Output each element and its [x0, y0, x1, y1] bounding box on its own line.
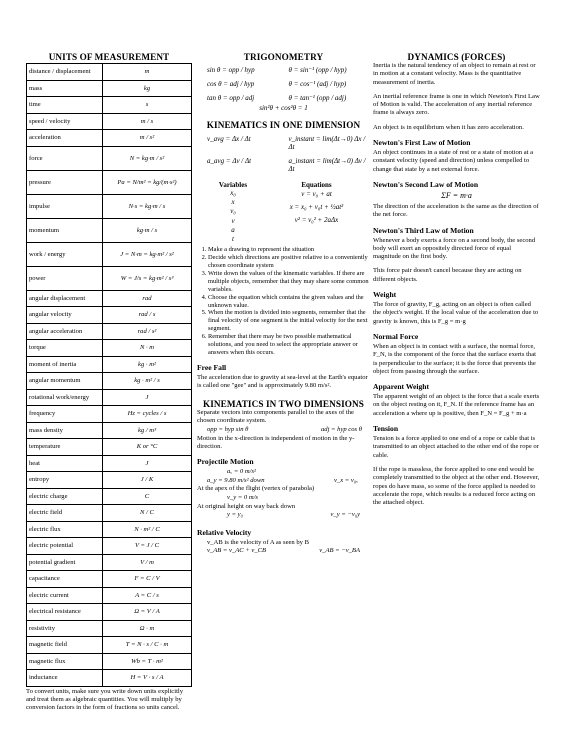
units-row — [27, 554, 192, 571]
law2-title: Newton's Second Law of Motion — [373, 179, 479, 189]
units-note: To convert units, make sure you write down units explicitly and treat them as algebraic quantities. You will multiply by conversion factors in the form of fractions so units cancel. — [26, 687, 184, 711]
quantity-cell: distance / displacement — [27, 64, 103, 81]
units-row — [27, 373, 192, 390]
units-row — [27, 307, 192, 324]
inertia-text: Inertia is the natural tendency of an object to remain at rest or in motion at a constant velocity. Mass is the quantitative measurement of inertia. — [373, 62, 536, 86]
rel-eq: v_AB = −v_BA — [319, 547, 360, 555]
quantity-cell: mass — [27, 80, 103, 97]
freefall-text: The acceleration due to gravity at sea-level at the Earth's equator is called one "gee" and is approximately 9.80 m/s². — [197, 373, 368, 390]
tension-title: Tension — [373, 424, 399, 434]
unit-cell: N·s = kg·m / s — [103, 194, 192, 218]
quantity-cell: potential gradient — [27, 554, 103, 571]
unit-cell: N / C — [103, 505, 192, 522]
kin-variable: x — [231, 198, 235, 207]
kin-variable: x₀ — [230, 189, 236, 197]
quantity-cell: heat — [27, 455, 103, 472]
normal-text: When an object is in contact with a surface, the normal force, F_N, is the component of the force that the surface exerts that is perpendicular to the surface; it is the force that prevents the object from passing through the surface. — [373, 342, 536, 375]
vars-heading: Variables — [218, 181, 248, 189]
trig-eq: θ = tan⁻¹ (opp / adj) — [288, 94, 347, 102]
unit-cell: kg · m² / s — [103, 373, 192, 390]
dynamics-title: DYNAMICS (FORCES) — [407, 52, 506, 62]
quantity-cell: torque — [27, 340, 103, 357]
normal-title: Normal Force — [373, 331, 419, 341]
trig-eq: cos θ = adj / hyp — [207, 80, 255, 88]
trig-eq: θ = sin⁻¹ (opp / hyp) — [288, 66, 347, 74]
quantity-cell: momentum — [27, 218, 103, 242]
orig-eq: y = y₀ — [227, 511, 243, 519]
unit-cell: kg · m² — [103, 356, 192, 373]
unit-cell: kg — [103, 80, 192, 97]
freefall-title: Free Fall — [197, 362, 227, 372]
apex-eq: v_y = 0 m/s — [227, 494, 259, 502]
law3-text: Whenever a body exerts a force on a second body, the second body will exert an oppositely directed force of equal magnitude on the first body. — [373, 236, 536, 261]
units-row — [27, 472, 192, 489]
units-row — [27, 242, 192, 266]
kin2-text1: Separate vectors into components parallel to the axes of the chosen coordinate system. — [197, 408, 354, 424]
units-row — [27, 266, 192, 290]
step-item: 4. Choose the equation which contains the given values and the unknown value. — [208, 294, 370, 310]
quantity-cell: inductance — [27, 670, 103, 687]
kin-variable: t — [232, 235, 234, 244]
law3-note: This force pair doesn't cancel because they are acting on different objects. — [373, 267, 522, 283]
components-row — [197, 426, 370, 435]
unit-cell: A = C / s — [103, 587, 192, 604]
rel-eq: v_AB = v_AC + v_CB — [207, 547, 267, 555]
equilibrium-text: An object is in equilibrium when it has zero acceleration. — [373, 123, 524, 131]
units-row — [27, 130, 192, 147]
orig-row — [197, 511, 370, 520]
quantity-cell: electric potential — [27, 538, 103, 555]
quantity-cell: frequency — [27, 406, 103, 423]
units-row — [27, 290, 192, 307]
units-row — [27, 637, 192, 654]
unit-cell: m / s — [103, 113, 192, 130]
units-column — [26, 52, 192, 712]
units-row — [27, 604, 192, 621]
step-item: 2. Decide which directions are positive relative to a conveniently chosen coordinate system — [208, 254, 370, 270]
units-row — [27, 146, 192, 170]
unit-cell: Wb = T · m² — [103, 653, 192, 670]
units-row — [27, 80, 192, 97]
rel-text: v_AB is the velocity of A as seen by B — [207, 538, 310, 546]
units-row — [27, 505, 192, 522]
projectile-title: Projectile Motion — [197, 457, 254, 467]
unit-cell: N · m² / C — [103, 521, 192, 538]
units-table — [26, 63, 192, 687]
unit-cell: rad — [103, 290, 192, 307]
proj-row — [197, 477, 370, 486]
unit-cell: T = N · s / C · m — [103, 637, 192, 654]
trig-equations — [207, 66, 370, 102]
component-eq: adj = hyp cos θ — [320, 426, 362, 434]
unit-cell: Hz = cycles / s — [103, 406, 192, 423]
law2-equation: ΣF = m·a — [441, 190, 472, 200]
tension-text-2: If the rope is massless, the force applied to one end would be completely transmitted to the object at the other end. However, ropes do have mass, so some of the force applied is needed to accelerate the rope, which results is a reduced force acting on the attached object. — [373, 465, 540, 507]
kin1-definitions — [207, 135, 370, 173]
units-row — [27, 113, 192, 130]
quantity-cell: impulse — [27, 194, 103, 218]
trig-eq: θ = cos⁻¹ (adj / hyp) — [288, 80, 347, 88]
quantity-cell: electrical resistance — [27, 604, 103, 621]
weight-text: The force of gravity, F_g, acting on an object is often called the object's weight. If the local value of the acceleration due to gravity is known, this is F_g = m·g — [373, 301, 539, 325]
law2-text: The direction of the acceleration is the same as the direction of the net force. — [373, 202, 539, 219]
law1-text: An object continues in a state of rest or a state of motion at a constant velocity (speed and direction) unless compelled to change that state by a net external force. — [373, 149, 534, 173]
step-item: 3. Write down the values of the kinematic variables. If there are multiple objects, remember that they may share some common variables. — [208, 270, 370, 294]
units-row — [27, 620, 192, 637]
tension-text: Tension is a force applied to one end of a rope or cable that is transmitted to an object attached to the other end of the rope or cable. — [373, 435, 539, 459]
unit-cell: J — [103, 389, 192, 406]
step-item: 1. Make a drawing to represent the situation — [208, 246, 370, 254]
quantity-cell: electric current — [27, 587, 103, 604]
quantity-cell: entropy — [27, 472, 103, 489]
apex-text: At the apex of the flight (vertex of parabola) — [197, 485, 315, 493]
quantity-cell: acceleration — [27, 130, 103, 147]
quantity-cell: mass density — [27, 422, 103, 439]
unit-cell: K or °C — [103, 439, 192, 456]
relative-title: Relative Velocity — [197, 527, 252, 537]
quantity-cell: force — [27, 146, 103, 170]
quantity-cell: moment of inertia — [27, 356, 103, 373]
kin-equation: v² = v₀² + 2aΔx — [294, 216, 339, 225]
units-row — [27, 194, 192, 218]
proj-eq: a_y = 9.80 m/s² down — [207, 476, 265, 484]
kin1-title: KINEMATICS IN ONE DIMENSION — [206, 120, 361, 130]
unit-cell: kg / m³ — [103, 422, 192, 439]
trig-eq: tan θ = opp / adj — [207, 94, 255, 102]
quantity-cell: resistivity — [27, 620, 103, 637]
trig-identity: sin²θ + cos²θ = 1 — [259, 104, 308, 112]
orig-text: At original height on way back down — [197, 502, 296, 510]
equations-heading: Equations — [301, 181, 332, 189]
units-row — [27, 439, 192, 456]
unit-cell: kg·m / s — [103, 218, 192, 242]
quantity-cell: rotational work/energy — [27, 389, 103, 406]
quantity-cell: electric flux — [27, 521, 103, 538]
kin-equation: v = v₀ + at — [301, 190, 332, 198]
kin-equation: x = x₀ + v₀t + ½at² — [289, 203, 344, 212]
units-row — [27, 323, 192, 340]
units-row — [27, 218, 192, 242]
kin1-eq: a_instant = lim(Δt→0) Δv / Δt — [288, 157, 366, 173]
quantity-cell: magnetic flux — [27, 653, 103, 670]
step-item: 6. Remember that there may be two possible mathematical solutions, and you need to select the appropriate answer or answers when this occurs. — [208, 333, 370, 357]
quantity-cell: magnetic field — [27, 637, 103, 654]
unit-cell: rad / s — [103, 307, 192, 324]
weight-title: Weight — [373, 290, 397, 300]
units-row — [27, 170, 192, 194]
quantity-cell: time — [27, 97, 103, 114]
units-row — [27, 587, 192, 604]
step-item: 5. When the motion is divided into segments, remember that the final velocity of one segment is the initial velocity for the next segment. — [208, 309, 370, 333]
quantity-cell: speed / velocity — [27, 113, 103, 130]
rel-row — [197, 547, 370, 556]
kin1-variables-table — [203, 181, 370, 244]
units-row — [27, 670, 192, 687]
proj-eq: aₓ = 0 m/s² — [227, 468, 256, 476]
dynamics-column — [373, 52, 540, 513]
unit-cell: W = J/s = kg·m² / s³ — [103, 266, 192, 290]
unit-cell: J — [103, 455, 192, 472]
units-row — [27, 97, 192, 114]
unit-cell: F = C / V — [103, 571, 192, 588]
law3-title: Newton's Third Law of Motion — [373, 225, 474, 235]
trig-eq: sin θ = opp / hyp — [207, 66, 255, 74]
units-row — [27, 64, 192, 81]
unit-cell: N · m — [103, 340, 192, 357]
quantity-cell: angular momentum — [27, 373, 103, 390]
unit-cell: Pa = N/m² = kg/(m·s²) — [103, 170, 192, 194]
quantity-cell: electric charge — [27, 488, 103, 505]
quantity-cell: angular displacement — [27, 290, 103, 307]
kin1-eq: v_avg = Δx / Δt — [207, 135, 251, 143]
unit-cell: J = N·m = kg·m² / s² — [103, 242, 192, 266]
orig-eq: v_y = −v₀y — [330, 511, 360, 519]
units-row — [27, 422, 192, 439]
trig-title: TRIGONOMETRY — [243, 52, 324, 62]
kin2-text2: Motion in the x-direction is independent of motion in the y-direction. — [197, 434, 355, 450]
apparent-title: Apparent Weight — [373, 382, 430, 392]
units-row — [27, 340, 192, 357]
quantity-cell: power — [27, 266, 103, 290]
units-row — [27, 571, 192, 588]
units-row — [27, 488, 192, 505]
kin-variable: v₀ — [230, 207, 236, 216]
unit-cell: Ω · m — [103, 620, 192, 637]
unit-cell: V = J / C — [103, 538, 192, 555]
units-row — [27, 653, 192, 670]
quantity-cell: work / energy — [27, 242, 103, 266]
unit-cell: N = kg·m / s² — [103, 146, 192, 170]
quantity-cell: angular velocity — [27, 307, 103, 324]
kin-variable: v — [231, 216, 235, 225]
units-row — [27, 455, 192, 472]
kin1-eq: v_instant = lim(Δt→0) Δx / Δt — [288, 135, 366, 151]
kin2-title: KINEMATICS IN TWO DIMENSIONS — [203, 398, 364, 409]
unit-cell: s — [103, 97, 192, 114]
unit-cell: H = V · s / A — [103, 670, 192, 687]
units-row — [27, 538, 192, 555]
unit-cell: m — [103, 64, 192, 81]
quantity-cell: temperature — [27, 439, 103, 456]
units-title: UNITS OF MEASUREMENT — [48, 52, 170, 62]
units-row — [27, 356, 192, 373]
unit-cell: J / K — [103, 472, 192, 489]
inertial-frame-text: An inertial reference frame is one in which Newton's First Law of Motion is valid. The acceleration of any inertial reference frame is always zero. — [373, 92, 540, 117]
kin1-eq: a_avg = Δv / Δt — [207, 157, 252, 165]
kin-variable: a — [231, 225, 235, 234]
component-eq: opp = hyp sin θ — [207, 426, 249, 434]
unit-cell: m / s² — [103, 130, 192, 147]
quantity-cell: electric field — [27, 505, 103, 522]
unit-cell: C — [103, 488, 192, 505]
law1-title: Newton's First Law of Motion — [373, 138, 471, 148]
quantity-cell: angular acceleration — [27, 323, 103, 340]
apparent-text: The apparent weight of an object is the force that a scale exerts on the object resting on it, F_N. If the reference frame has an acceleration a where up is positive, then F_N = F_g + m·a — [373, 393, 540, 417]
units-row — [27, 406, 192, 423]
quantity-cell: capacitance — [27, 571, 103, 588]
kinematics-column — [197, 52, 370, 556]
unit-cell: V / m — [103, 554, 192, 571]
proj-eq: v_x = v₀ₓ — [334, 476, 358, 484]
kin1-steps — [197, 246, 370, 357]
unit-cell: Ω = V / A — [103, 604, 192, 621]
units-row — [27, 389, 192, 406]
unit-cell: rad / s² — [103, 323, 192, 340]
units-row — [27, 521, 192, 538]
quantity-cell: pressure — [27, 170, 103, 194]
